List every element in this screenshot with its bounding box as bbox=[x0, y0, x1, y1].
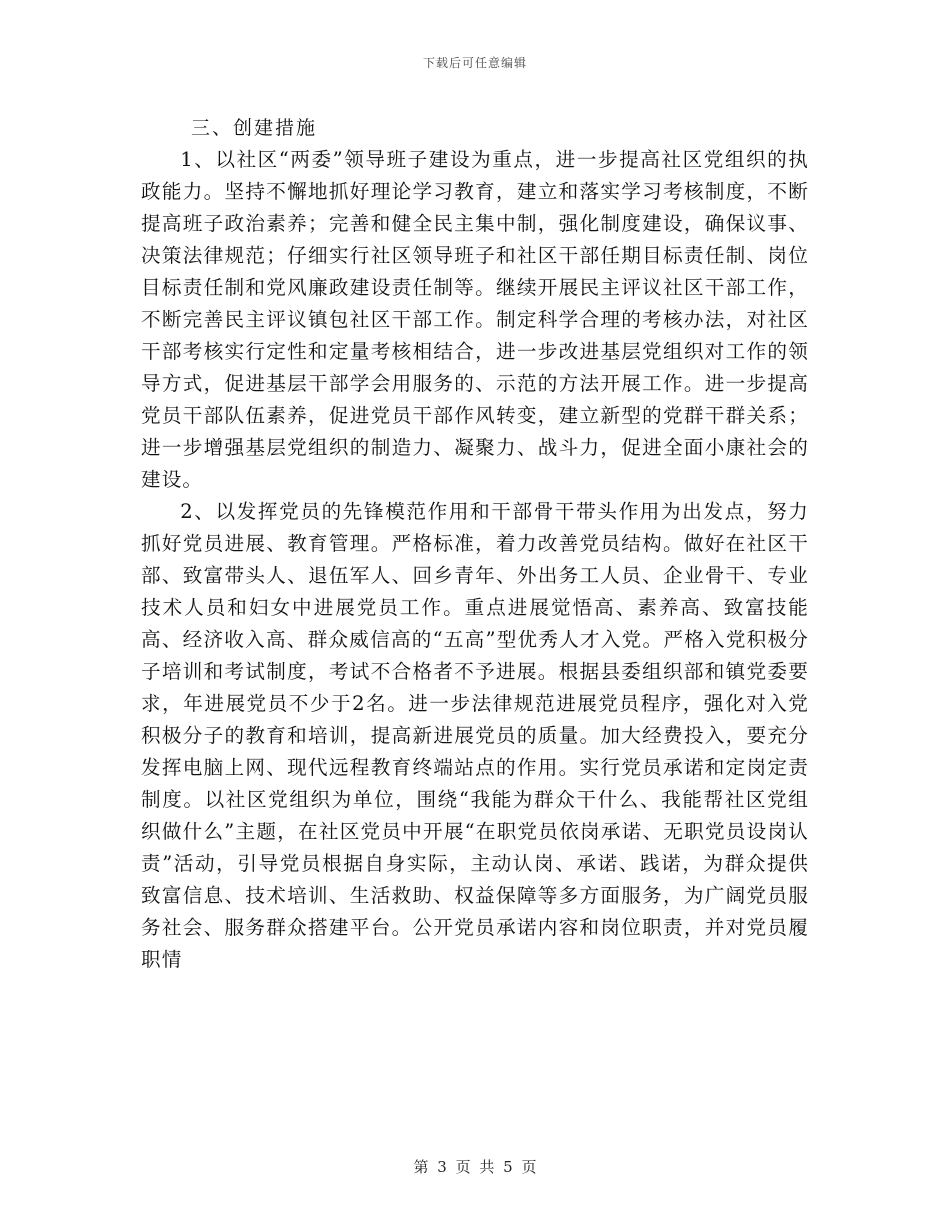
page-number-footer: 第 3 页 共 5 页 bbox=[413, 1158, 537, 1176]
paragraph-2: 2、以发挥党员的先锋模范作用和干部骨干带头作用为出发点，努力抓好党员进展、教育管理。严格标准，着力改善党员结构。做好在社区干部、致富带头人、退伍军人、回乡青年、外出务工人员、企业骨干、专业技术人员和妇女中进展党员工作。重点进展觉悟高、素养高、致富技能高、经济收入高、群众威信高的“五高”型优秀人才入党。严格入党积极分子培训和考试制度，考试不合格者不予进展。根据县委组织部和镇党委要求，年进展党员不少于2名。进一步法律规范进展党员程序，强化对入党积极分子的教育和培训，提高新进展党员的质量。加大经费投入，要充分发挥电脑上网、现代远程教育终端站点的作用。实行党员承诺和定岗定责制度。以社区党组织为单位，围绕“我能为群众干什么、我能帮社区党组织做什么”主题，在社区党员中开展“在职党员依岗承诺、无职党员设岗认责”活动，引导党员根据自身实际，主动认岗、承诺、践诺，为群众提供致富信息、技术培训、生活救助、权益保障等多方面服务，为广阔党员服务社会、服务群众搭建平台。公开党员承诺内容和岗位职责，并对党员履职情 bbox=[141, 500, 809, 971]
document-body bbox=[141, 112, 809, 976]
section-title: 三、创建措施 bbox=[191, 117, 318, 139]
paragraph-1: 1、以社区“两委”领导班子建设为重点，进一步提高社区党组织的执政能力。坚持不懈地抓好理论学习教育，建立和落实学习考核制度，不断提高班子政治素养；完善和健全民主集中制，强化制度建设，确保议事、决策法律规范；仔细实行社区领导班子和社区干部任期目标责任制、岗位目标责任制和党风廉政建设责任制等。继续开展民主评议社区干部工作，不断完善民主评议镇包社区干部工作。制定科学合理的考核办法，对社区干部考核实行定性和定量考核相结合，进一步改进基层党组织对工作的领导方式，促进基层干部学会用服务的、示范的方法开展工作。进一步提高党员干部队伍素养，促进党员干部作风转变，建立新型的党群干群关系；进一步增强基层党组织的制造力、凝聚力、战斗力，促进全面小康社会的建设。 bbox=[141, 148, 809, 491]
page-header: 下载后可任意编辑 bbox=[422, 56, 527, 70]
